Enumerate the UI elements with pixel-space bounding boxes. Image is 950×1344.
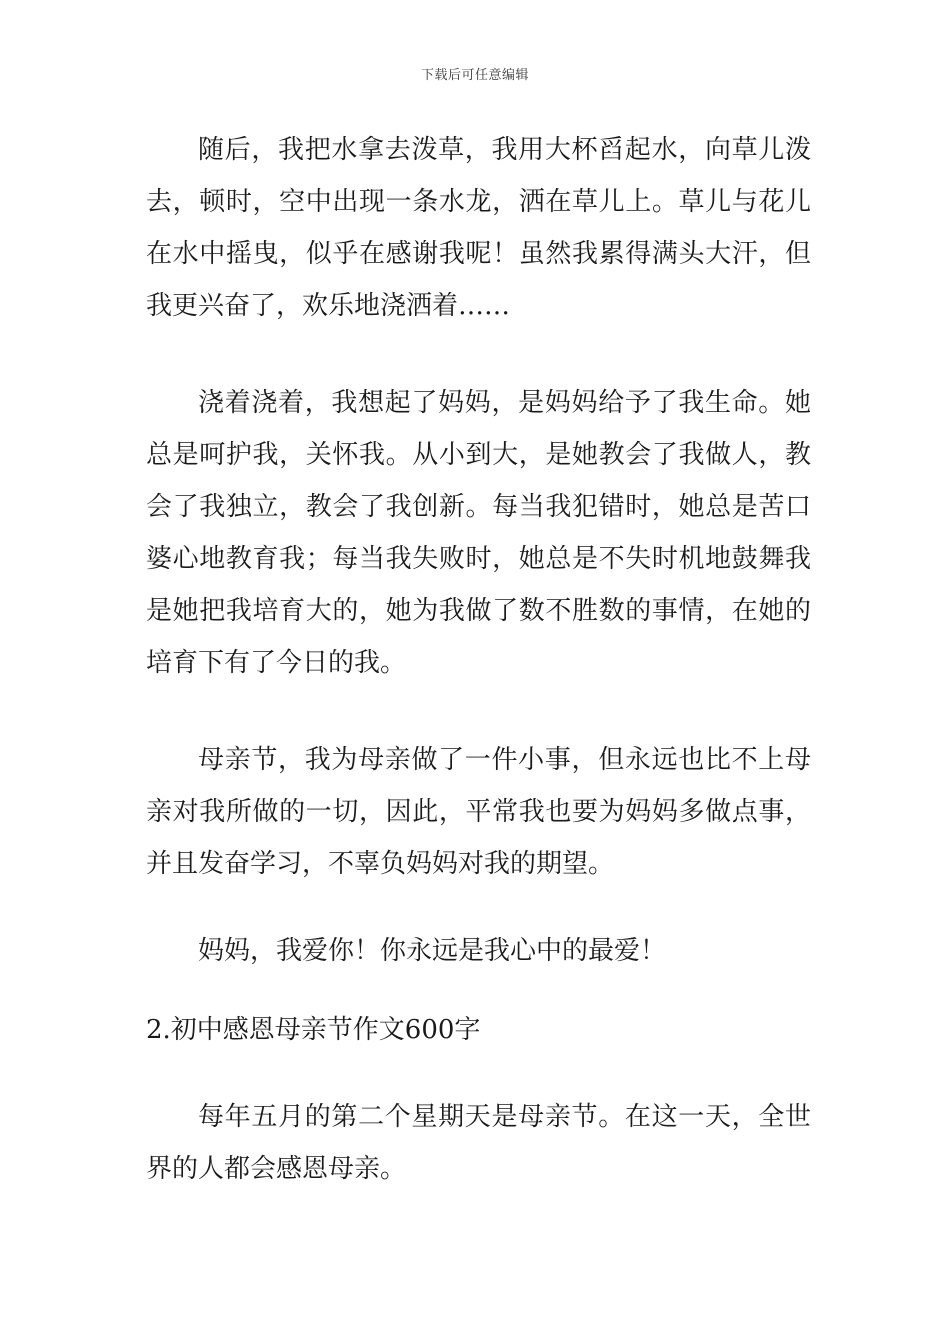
paragraph-love-you: 妈妈，我爱你！你永远是我心中的最爱！ [198,936,667,966]
paragraph-watering: 随后，我把水拿去泼草，我用大杯舀起水，向草儿泼去，顿时，空中出现一条水龙，洒在草儿上。草儿与花儿在水中摇曳，似乎在感谢我呢！虽然我累得满头大汗，但我更兴奋了，欢乐地浇洒着…… [146,135,811,321]
section-heading: 2.初中感恩母亲节作文600字 [146,1015,481,1045]
paragraph-remember-mother: 浇着浇着，我想起了妈妈，是妈妈给予了我生命。她总是呵护我，关怀我。从小到大，是她教会了我做人，教会了我独立，教会了我创新。每当我犯错时，她总是苦口婆心地教育我；每当我失败时，她总是不失时机地鼓舞我是她把我培育大的，她为我做了数不胜数的事情，在她的培育下有了今日的我。 [146,388,811,678]
page-header-note: 下载后可任意编辑 [420,68,529,83]
document-body [146,124,811,1195]
paragraph-mothers-day: 母亲节，我为母亲做了一件小事，但永远也比不上母亲对我所做的一切，因此，平常我也要为妈妈多做点事，并且发奋学习，不辜负妈妈对我的期望。 [146,745,811,879]
paragraph-second-sunday: 每年五月的第二个星期天是母亲节。在这一天，全世界的人都会感恩母亲。 [146,1102,811,1184]
